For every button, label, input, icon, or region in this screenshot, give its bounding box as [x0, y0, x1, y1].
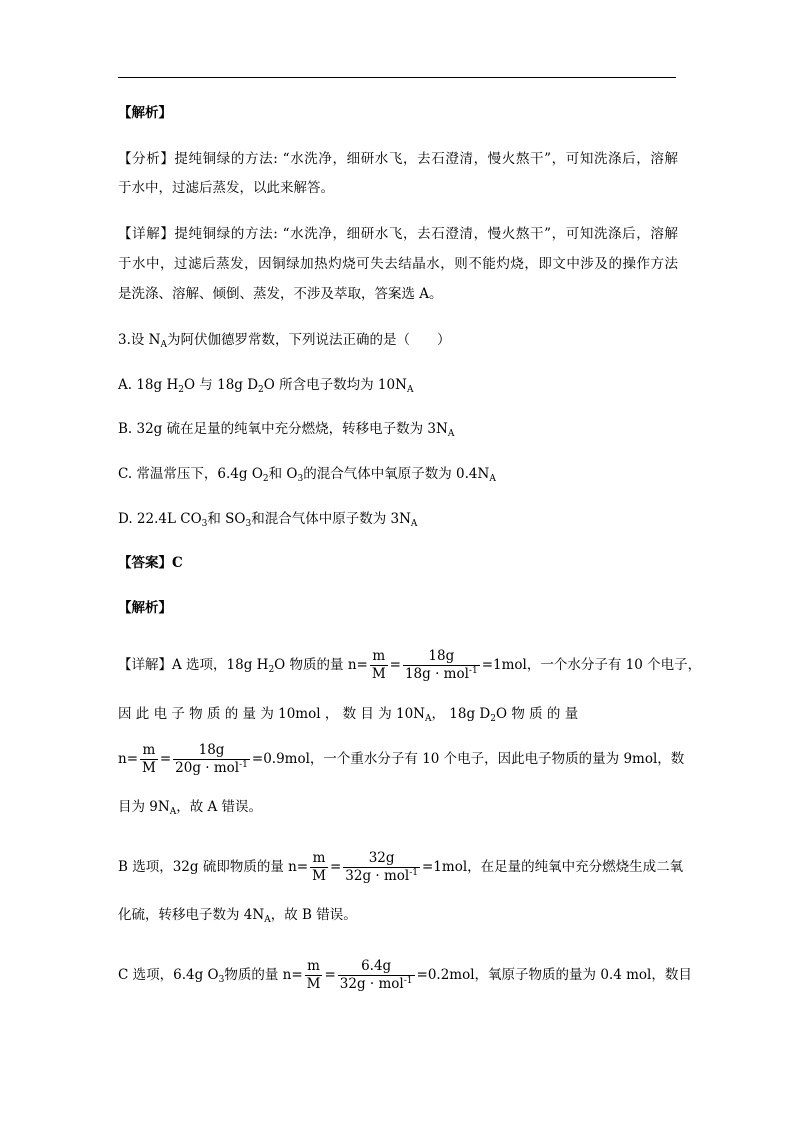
fraction-m-over-M: $\frac{m}{M}$ — [142, 742, 156, 776]
solution-a-line-4: 目为 $9N_A$，故 A 错误。 — [118, 799, 263, 817]
analysis-heading-2: 【解析】 — [118, 600, 172, 616]
fraction-mass-over-molar-mass: $\frac{32g}{32g \cdot mol^{-1}}$ — [345, 850, 418, 884]
detail-text-line-3: 是洗涤、溶解、倾倒、蒸发，不涉及萃取，答案选 A。 — [118, 286, 443, 302]
solution-c-line-1: C 选项，6.4g $O_3$物质的量 n= $\frac{m}{M}$ = $\frac{6.4g}{32g \cdot mol^{-1}}$ =0.2mol，氧原子物质的量为 0.4 mol，数目 — [118, 958, 692, 992]
option-a: A. 18g $H_2O$ 与 18g $D_2O$ 所含电子数均为 $10N_A$ — [118, 377, 414, 395]
fraction-mass-over-molar-mass: $\frac{18g}{20g \cdot mol^{-1}}$ — [175, 742, 248, 776]
analysis-text-line-2: 于水中，过滤后蒸发，以此来解答。 — [118, 180, 334, 196]
solution-b-line-1: B 选项，32g 硫即物质的量 n= $\frac{m}{M}$ = $\frac{32g}{32g \cdot mol^{-1}}$ =1mol，在足量的纯氧中充分燃烧生成二氧 — [118, 850, 684, 884]
header-rule — [118, 77, 676, 78]
analysis-text-line-1: 【分析】提纯铜绿的方法: “水洗净，细研水飞，去石澄清，慢火熬干”，可知洗涤后，溶解 — [118, 151, 678, 167]
fraction-mass-over-molar-mass: $\frac{6.4g}{32g \cdot mol^{-1}}$ — [339, 958, 413, 992]
question-3: 3.设 $N_A$为阿伏伽德罗常数，下列说法正确的是（ ） — [118, 332, 451, 350]
solution-a-line-1: 【详解】A 选项，18g $H_2O$ 物质的量 n= $\frac{m}{M}$ = $\frac{18g}{18g \cdot mol^{-1}}$ =1mol，一个水分子有 10 个电子， — [118, 648, 702, 682]
fraction-m-over-M: $\frac{m}{M}$ — [312, 850, 326, 884]
solution-a-line-2: 因 此 电 子 物 质 的 量 为 10mol ， 数 目 为 $10N_A$， 18g $D_2O$ 物 质 的 量 — [118, 706, 579, 724]
solution-b-line-2: 化硫，转移电子数为 $4N_A$，故 B 错误。 — [118, 907, 357, 925]
fraction-m-over-M: $\frac{m}{M}$ — [371, 648, 386, 682]
detail-text-line-1: 【详解】提纯铜绿的方法: “水洗净，细研水飞，去石澄清，慢火熬干”，可知洗涤后，溶解 — [118, 226, 678, 242]
option-d: D. 22.4L $CO_3$和 $SO_3$和混合气体中原子数为 $3N_A$ — [118, 511, 418, 529]
answer-line: 【答案】C — [118, 555, 183, 571]
detail-text-line-2: 于水中，过滤后蒸发，因铜绿加热灼烧可失去结晶水，则不能灼烧，即文中涉及的操作方法 — [118, 256, 678, 272]
analysis-heading: 【解析】 — [118, 105, 172, 121]
fraction-mass-over-molar-mass: $\frac{18g}{18g \cdot mol^{-1}}$ — [404, 648, 478, 682]
option-c: C. 常温常压下，6.4g $O_2$和 $O_3$的混合气体中氧原子数为 $0.4N_A$ — [118, 466, 496, 484]
solution-a-line-3: n= $\frac{m}{M}$ = $\frac{18g}{20g \cdot mol^{-1}}$ =0.9mol，一个重水分子有 10 个电子，因此电子物质的量为 9mol，数 — [118, 742, 685, 776]
option-b: B. 32g 硫在足量的纯氧中充分燃烧，转移电子数为 $3N_A$ — [118, 421, 455, 439]
fraction-m-over-M: $\frac{m}{M}$ — [306, 958, 321, 992]
